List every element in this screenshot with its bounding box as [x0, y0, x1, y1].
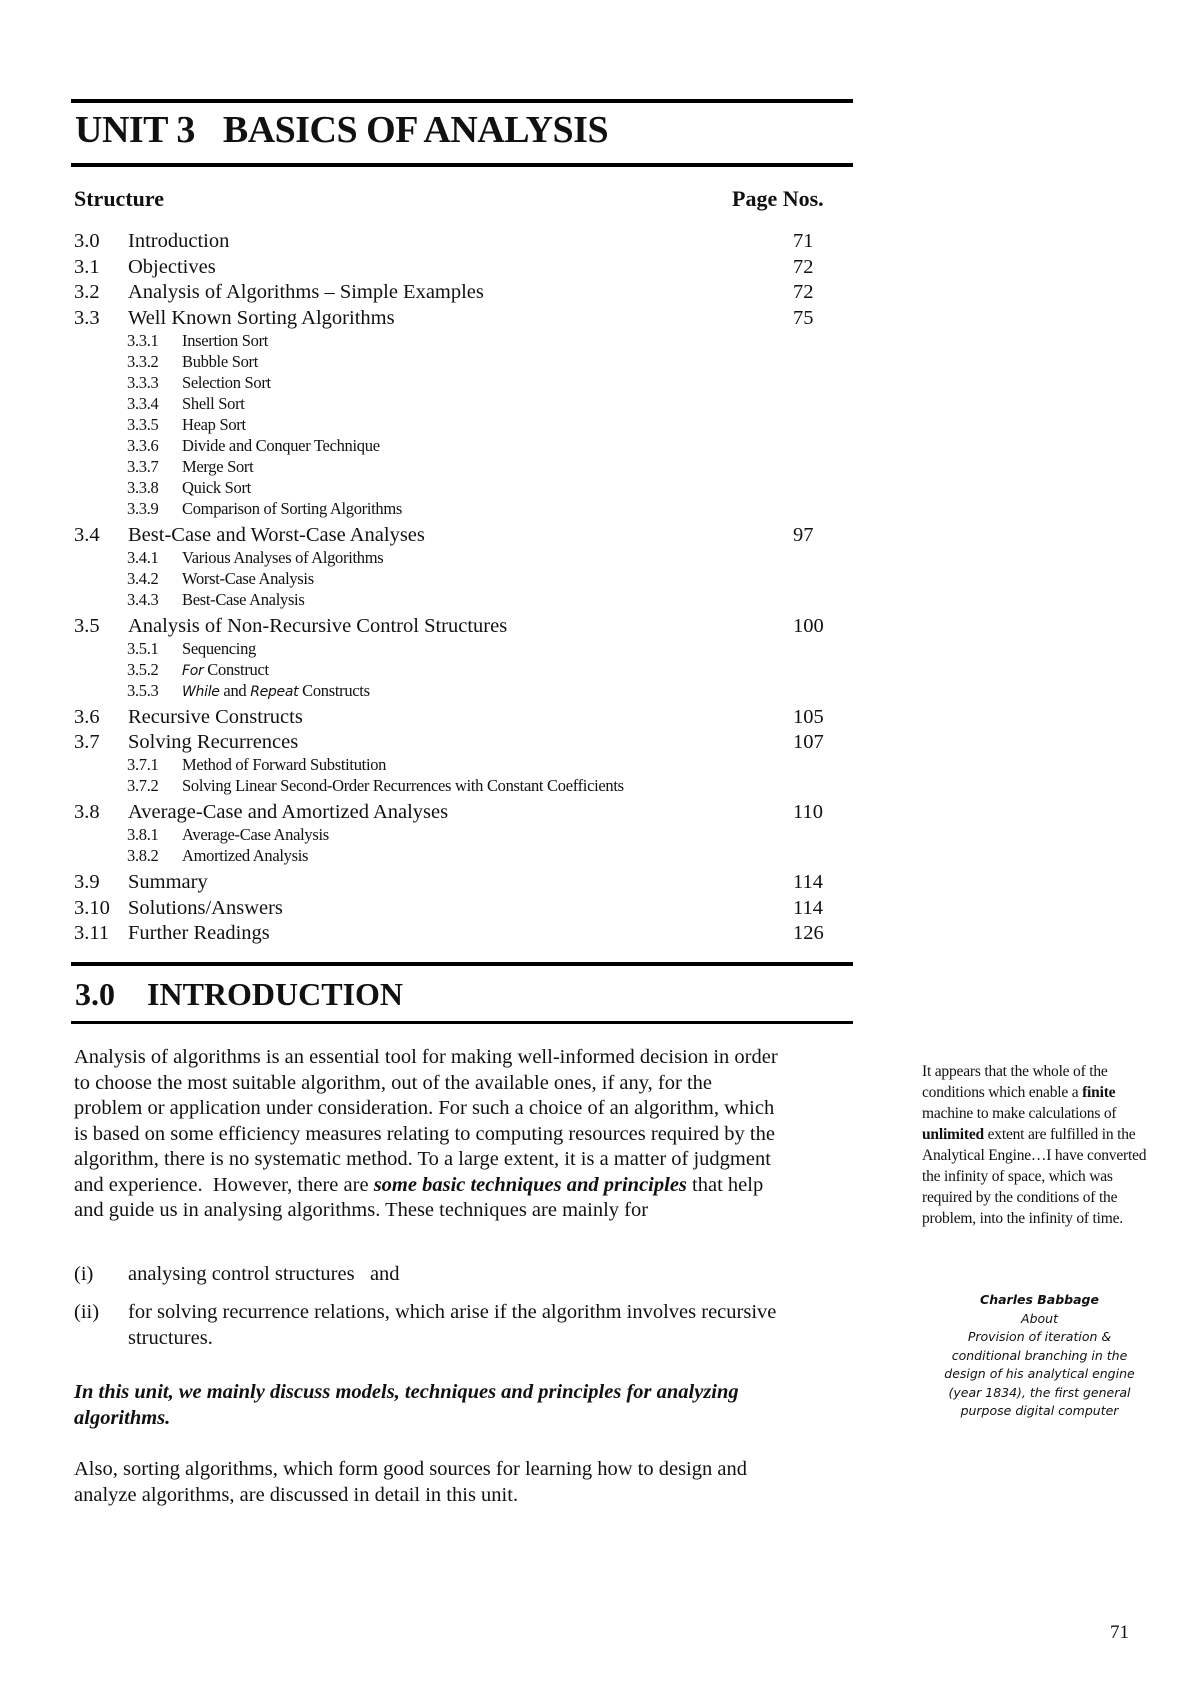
toc-entry-page: 110 [793, 801, 823, 823]
paragraph-line: problem or application under consideration. For such a choice of an algorithm, which [74, 1097, 775, 1119]
toc-entry-title: Recursive Constructs [128, 705, 303, 728]
toc-entry-title: Selection Sort [182, 372, 271, 392]
section-number: 3.0 [75, 976, 115, 1012]
toc-entry-number: 3.3.4 [127, 393, 159, 413]
toc-entry [0, 731, 1200, 757]
list-item-text: for solving recurrence relations, which arise if the algorithm involves recursive structures. [128, 1301, 777, 1349]
toc-entry-title: Solving Linear Second-Order Recurrences with Constant Coefficients [182, 776, 624, 795]
toc-subentry [0, 681, 1200, 707]
toc-entry-number: 3.11 [74, 922, 110, 944]
toc-entry-number: 3.8 [74, 801, 100, 823]
quote-text: extent are fulfilled in the Analytical Engine…I have converted the infinity of space, which was required by the conditions of the problem, into the infinity of time. [922, 1126, 1147, 1227]
section-name: INTRODUCTION [147, 976, 404, 1012]
toc-entry-number: 3.3.6 [127, 435, 159, 455]
toc-entry-page: 114 [793, 871, 823, 893]
quote-note-line: conditional branching in the [951, 1347, 1128, 1363]
toc-entry-title: Sequencing [182, 638, 256, 658]
quote-attribution [922, 1291, 1157, 1421]
toc-title-italic: While [182, 683, 220, 700]
toc-entry-number: 3.6 [74, 705, 100, 728]
toc-entry-number: 3.8.1 [127, 825, 159, 844]
toc-entry-number: 3.8.2 [127, 846, 159, 865]
paragraph-line: Analysis of algorithms is an essential tool for making well-informed decision in order [74, 1046, 778, 1068]
toc-entry [0, 307, 1200, 333]
toc-entry-title: Quick Sort [182, 477, 251, 497]
quote-note-line: (year 1834), the first general [948, 1384, 1131, 1400]
quote-note-line: design of his analytical engine [944, 1366, 1135, 1381]
toc-entry [0, 256, 1200, 282]
toc-entry [0, 230, 1200, 256]
toc-title-italic: For [182, 662, 204, 679]
section-title [75, 976, 403, 1013]
intro-paragraph [74, 1045, 854, 1224]
toc-entry [0, 871, 1200, 897]
toc-subentry [0, 776, 1200, 802]
toc-entry-title: Average-Case Analysis [182, 825, 329, 844]
toc-title-run: Constructs [298, 680, 370, 700]
emphasis-paragraph [74, 1380, 854, 1431]
toc-entry-title: Analysis of Non-Recursive Control Structures [128, 614, 508, 637]
toc-entry-number: 3.2 [74, 281, 100, 303]
toc-entry-number: 3.7 [74, 731, 100, 753]
toc-entry-number: 3.4.1 [127, 547, 159, 567]
toc-entry-number: 3.10 [74, 896, 110, 919]
quote-text: It appears that the whole of the conditions which enable a [922, 1063, 1108, 1101]
paragraph-line: is based on some efficiency measures relating to computing resources required by the [74, 1122, 775, 1145]
list-item-text: analysing control structures and [128, 1263, 400, 1285]
toc-entry-number: 3.3.2 [127, 351, 159, 371]
toc-subentry [0, 590, 1200, 616]
toc-entry-title: Heap Sort [182, 414, 246, 434]
paragraph-line: Also, sorting algorithms, which form good sources for learning how to design and [74, 1458, 747, 1480]
toc-entry-page: 114 [793, 896, 823, 919]
toc-entry-title [182, 681, 370, 701]
toc-entry-title: Divide and Conquer Technique [182, 435, 380, 455]
toc-title-run: Construct [203, 659, 269, 679]
toc-entry-number: 3.3.3 [127, 372, 159, 392]
toc-entry-title: Best-Case and Worst-Case Analyses [128, 523, 425, 546]
toc-entry-number: 3.5.3 [127, 680, 159, 700]
toc-entry-title: Bubble Sort [182, 351, 258, 371]
toc-entry-number: 3.3.9 [127, 498, 159, 518]
paragraph-line [74, 1173, 854, 1199]
toc-entry-number: 3.4.2 [127, 568, 159, 588]
toc-entry-number: 3.4.3 [127, 589, 159, 609]
toc-entry-number: 3.1 [74, 255, 100, 278]
text-run: and experience. However, there are [74, 1173, 374, 1196]
toc-entry-number: 3.0 [74, 230, 100, 252]
list-item-number: (i) [74, 1263, 94, 1285]
toc-subentry [0, 499, 1200, 525]
paragraph-line: In this unit, we mainly discuss models, techniques and principles for analyzing [74, 1381, 739, 1403]
toc-entry-number: 3.7.1 [127, 755, 159, 774]
toc-entry [0, 281, 1200, 307]
toc-entry-title: Solutions/Answers [128, 896, 283, 919]
toc-entry-title: Further Readings [128, 922, 270, 944]
toc-entry [0, 922, 1200, 948]
toc-subentry [0, 846, 1200, 872]
toc-title-italic: Repeat [250, 683, 299, 700]
toc-entry-title: Summary [128, 871, 208, 893]
toc-entry-title: Worst-Case Analysis [182, 568, 314, 588]
sidebar-quote [922, 1061, 1162, 1229]
list-item-number: (ii) [74, 1301, 100, 1323]
toc-entry-page: 72 [793, 281, 814, 303]
unit-name: BASICS OF ANALYSIS [222, 109, 609, 151]
toc-entry-page: 100 [793, 614, 824, 637]
unit-title [75, 108, 608, 152]
section-top-rule [71, 962, 853, 966]
quote-author: Charles Babbage [980, 1292, 1099, 1307]
quote-note-line: purpose digital computer [960, 1403, 1119, 1418]
toc-entry [0, 897, 1200, 923]
paragraph-line: and guide us in analysing algorithms. These techniques are mainly for [74, 1199, 649, 1221]
toc-entry-number: 3.3.7 [127, 456, 159, 476]
toc-entry-number: 3.5.2 [127, 659, 159, 679]
quote-about: About [1021, 1310, 1058, 1326]
toc-entry-page: 107 [793, 731, 824, 753]
toc-entry-page: 72 [793, 255, 814, 278]
quote-emphasis: finite [1082, 1084, 1116, 1101]
emphasized-phrase: some basic techniques and principles [373, 1173, 687, 1196]
list-item [74, 1262, 854, 1288]
unit-number: UNIT 3 [75, 109, 195, 151]
toc-entry [0, 615, 1200, 641]
quote-note-line: Provision of iteration & [967, 1329, 1112, 1344]
toc-entry-title: Shell Sort [182, 393, 245, 413]
toc-entry-title: Amortized Analysis [182, 846, 309, 865]
toc-entry-number: 3.7.2 [127, 776, 159, 795]
page-nos-heading: Page Nos. [732, 186, 824, 211]
toc-entry-title: Average-Case and Amortized Analyses [128, 801, 449, 823]
toc-entry-title: Solving Recurrences [128, 731, 299, 753]
toc-entry-title [182, 660, 269, 680]
toc-entry-page: 105 [793, 705, 824, 728]
paragraph-line: analyze algorithms, are discussed in detail in this unit. [74, 1483, 519, 1506]
toc-entry [0, 801, 1200, 827]
toc-entry-page: 71 [793, 230, 814, 252]
toc-entry-number: 3.4 [74, 523, 100, 546]
paragraph-line: algorithms. [74, 1406, 171, 1429]
toc-entry [0, 524, 1200, 550]
toc-entry-number: 3.3 [74, 306, 100, 329]
toc-entry-number: 3.3.5 [127, 414, 159, 434]
quote-emphasis: unlimited [922, 1126, 984, 1143]
section-bottom-rule [71, 1021, 853, 1024]
toc-entry-number: 3.5.1 [127, 638, 159, 658]
paragraph-line: algorithm, there is no systematic method. To a large extent, it is a matter of judgment [74, 1148, 771, 1170]
list-item [74, 1300, 854, 1352]
toc-entry-title: Objectives [128, 255, 216, 278]
toc-entry-title: Various Analyses of Algorithms [182, 547, 384, 567]
top-rule [71, 99, 853, 103]
toc-entry-title: Method of Forward Substitution [182, 755, 387, 774]
quote-text: machine to make calculations of [922, 1105, 1117, 1122]
toc-entry-title: Comparison of Sorting Algorithms [182, 498, 403, 518]
toc-entry-number: 3.3.8 [127, 477, 159, 497]
toc-entry-title: Best-Case Analysis [182, 589, 305, 609]
toc-title-run: and [219, 680, 251, 700]
toc-entry-title: Well Known Sorting Algorithms [128, 306, 395, 329]
structure-heading: Structure [74, 186, 165, 211]
toc-entry-title: Introduction [128, 230, 230, 252]
toc-entry-title: Merge Sort [182, 456, 254, 476]
paragraph-line: to choose the most suitable algorithm, out of the available ones, if any, for the [74, 1071, 712, 1094]
toc-entry-page: 75 [793, 306, 814, 329]
toc-entry-number: 3.9 [74, 871, 100, 893]
title-underline-rule [71, 163, 853, 167]
toc-entry-number: 3.5 [74, 614, 100, 637]
sorting-paragraph [74, 1457, 854, 1508]
page-number: 71 [1110, 1622, 1129, 1643]
toc-entry [0, 706, 1200, 732]
toc-entry-title: Insertion Sort [182, 330, 269, 350]
text-run: that help [686, 1173, 764, 1196]
toc-entry-page: 126 [793, 922, 824, 944]
toc-entry-title: Analysis of Algorithms – Simple Examples [128, 281, 484, 303]
toc-entry-page: 97 [793, 523, 814, 546]
toc-entry-number: 3.3.1 [127, 330, 159, 350]
